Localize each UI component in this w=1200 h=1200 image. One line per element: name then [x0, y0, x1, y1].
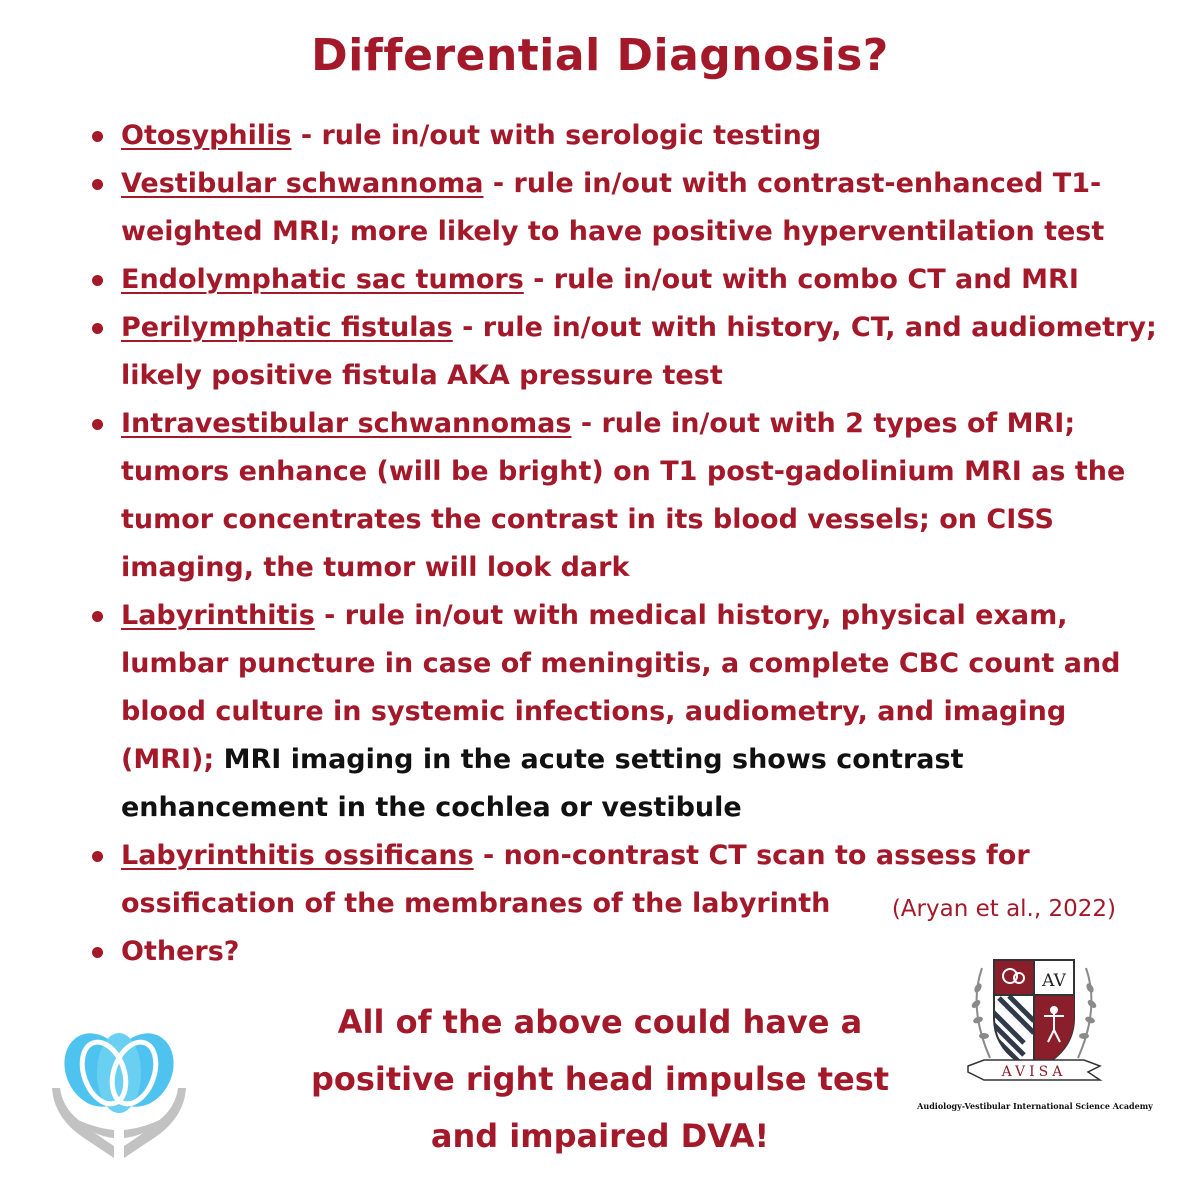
diagnosis-term: Vestibular schwannoma — [121, 168, 484, 199]
diagnosis-note: MRI imaging in the acute setting shows contrast enhancement in the cochlea or vestibule — [121, 744, 964, 823]
list-item — [88, 160, 1158, 256]
diagnosis-description: - rule in/out with combo CT and MRI — [523, 264, 1079, 295]
diagnosis-term: Labyrinthitis ossificans — [121, 840, 474, 871]
list-item — [88, 256, 1158, 304]
crest-caption: Audiology-Vestibular International Science Academy — [917, 1101, 1153, 1111]
crest-banner: AVISA — [1001, 1064, 1067, 1080]
others-label: Others? — [121, 936, 240, 967]
hands-heart-logo — [44, 1018, 194, 1168]
diagnosis-term: Labyrinthitis — [121, 600, 315, 631]
list-item — [88, 112, 1158, 160]
diagnosis-description: - rule in/out with contrast-enhanced T1-weighted MRI; more likely to have positive hyperventilation test — [121, 168, 1105, 247]
diagnosis-term: Otosyphilis — [121, 120, 292, 151]
crest-letters: AV — [1042, 971, 1066, 991]
diagnosis-term: Intravestibular schwannomas — [121, 408, 572, 439]
list-item — [88, 304, 1158, 400]
bottom-note: All of the above could have a positive right head impulse test and impaired DVA! — [310, 1003, 890, 1155]
citation: (Aryan et al., 2022) — [891, 896, 1116, 922]
diagnosis-description: - rule in/out with history, CT, and audiometry; likely positive fistula AKA pressure test — [121, 312, 1157, 391]
diagnosis-description: - non-contrast CT scan to assess for ossification of the membranes of the labyrinth — [121, 840, 1030, 919]
list-item — [88, 592, 1158, 832]
diagnosis-list — [88, 112, 1158, 976]
list-item — [88, 400, 1158, 592]
diagnosis-term: Perilymphatic fistulas — [121, 312, 453, 343]
page-title: Differential Diagnosis? — [311, 30, 889, 81]
diagnosis-description: - rule in/out with serologic testing — [291, 120, 822, 151]
diagnosis-description: - rule in/out with 2 types of MRI; tumors enhance (will be bright) on T1 post-gadolinium MRI as the tumor concentrates the contrast in its blood vessels; on CISS imaging, the tumor will look dark — [121, 408, 1126, 583]
avisa-crest-logo — [964, 948, 1104, 1104]
diagnosis-description: - rule in/out with medical history, physical exam, lumbar puncture in case of meningitis, a complete CBC count and blood culture in systemic infections, audiometry, and imaging (MRI); — [121, 600, 1121, 775]
diagnosis-term: Endolymphatic sac tumors — [121, 264, 524, 295]
